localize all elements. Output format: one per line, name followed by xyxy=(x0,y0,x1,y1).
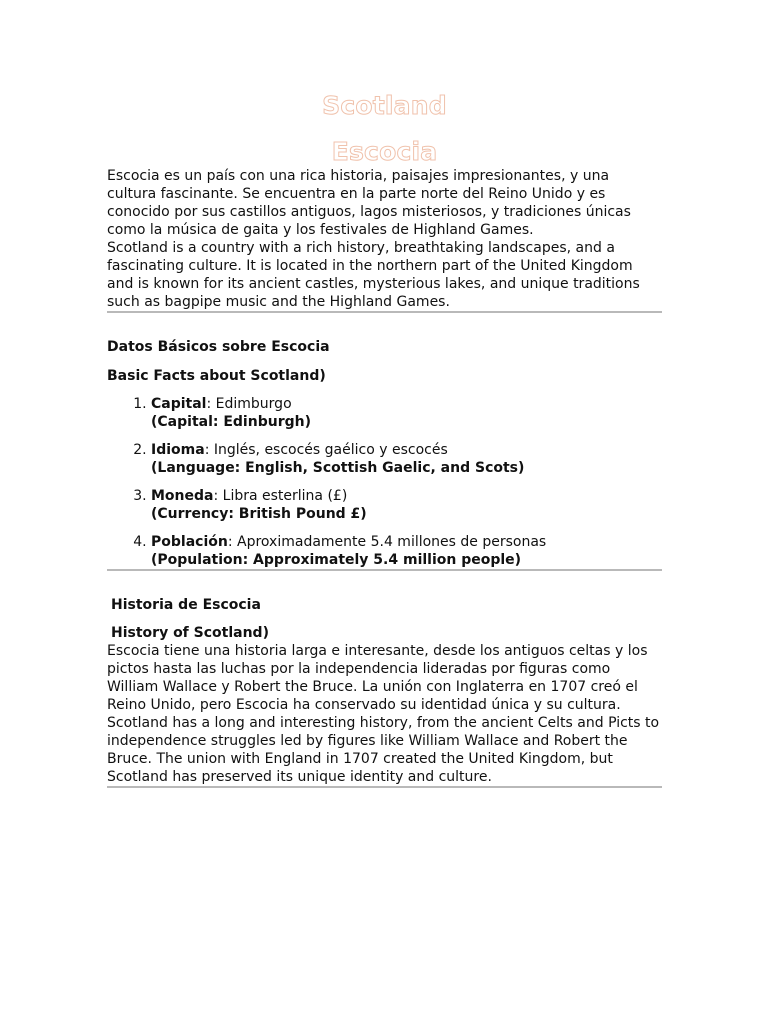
history-heading-es: Historia de Escocia xyxy=(111,597,261,613)
list-item xyxy=(151,441,662,477)
fact-translation: (Currency: British Pound £) xyxy=(151,506,367,522)
fact-key: Idioma xyxy=(151,442,205,458)
fact-value: : Inglés, escocés gaélico y escocés xyxy=(204,442,448,458)
fact-value: : Libra esterlina (£) xyxy=(213,488,348,504)
document-page xyxy=(107,0,662,788)
facts-list xyxy=(107,395,662,569)
history-heading-en: History of Scotland) xyxy=(111,625,269,641)
page-title: Scotland xyxy=(322,91,447,120)
section-divider xyxy=(107,786,662,788)
fact-value: : Aproximadamente 5.4 millones de personas xyxy=(227,534,547,550)
fact-key: Capital xyxy=(151,396,207,412)
list-item xyxy=(151,487,662,523)
fact-key: Población xyxy=(151,534,228,550)
history-paragraph-en: Scotland has a long and interesting history, from the ancient Celts and Picts to independence struggles led by figures like William Wallace and Robert the Bruce. The union with England in 1707 created the United Kingdom, but Scotland has preserved its unique identity and culture. xyxy=(107,715,660,785)
history-paragraph-es: Escocia tiene una historia larga e interesante, desde los antiguos celtas y los pictos hasta las luchas por la independencia lideradas por figuras como William Wallace y Robert the Bruce. La unión con Inglaterra en 1707 creó el Reino Unido, pero Escocia ha conservado su identidad única y su cultura. xyxy=(107,643,648,713)
page-subtitle: Escocia xyxy=(331,137,438,166)
fact-key: Moneda xyxy=(151,488,214,504)
fact-translation: (Capital: Edinburgh) xyxy=(151,414,311,430)
intro-paragraph-es: Escocia es un país con una rica historia, paisajes impresionantes, y una cultura fascinante. Se encuentra en la parte norte del Reino Unido y es conocido por sus castillos antiguos, lagos misteriosos, y tradiciones únicas como la música de gaita y los festivales de Highland Games. xyxy=(107,168,631,238)
list-item xyxy=(151,533,662,569)
section-divider xyxy=(107,311,662,313)
fact-translation: (Population: Approximately 5.4 million people) xyxy=(151,552,522,568)
title-block xyxy=(107,91,662,167)
section-divider xyxy=(107,569,662,571)
fact-value: : Edimburgo xyxy=(206,396,292,412)
intro-paragraph-en: Scotland is a country with a rich history, breathtaking landscapes, and a fascinating culture. It is located in the northern part of the United Kingdom and is known for its ancient castles, mysterious lakes, and unique traditions such as bagpipe music and the Highland Games. xyxy=(107,240,640,310)
fact-translation: (Language: English, Scottish Gaelic, and Scots) xyxy=(151,460,525,476)
list-item xyxy=(151,395,662,431)
facts-heading-es: Datos Básicos sobre Escocia xyxy=(107,339,330,355)
facts-heading-en: Basic Facts about Scotland) xyxy=(107,368,326,384)
